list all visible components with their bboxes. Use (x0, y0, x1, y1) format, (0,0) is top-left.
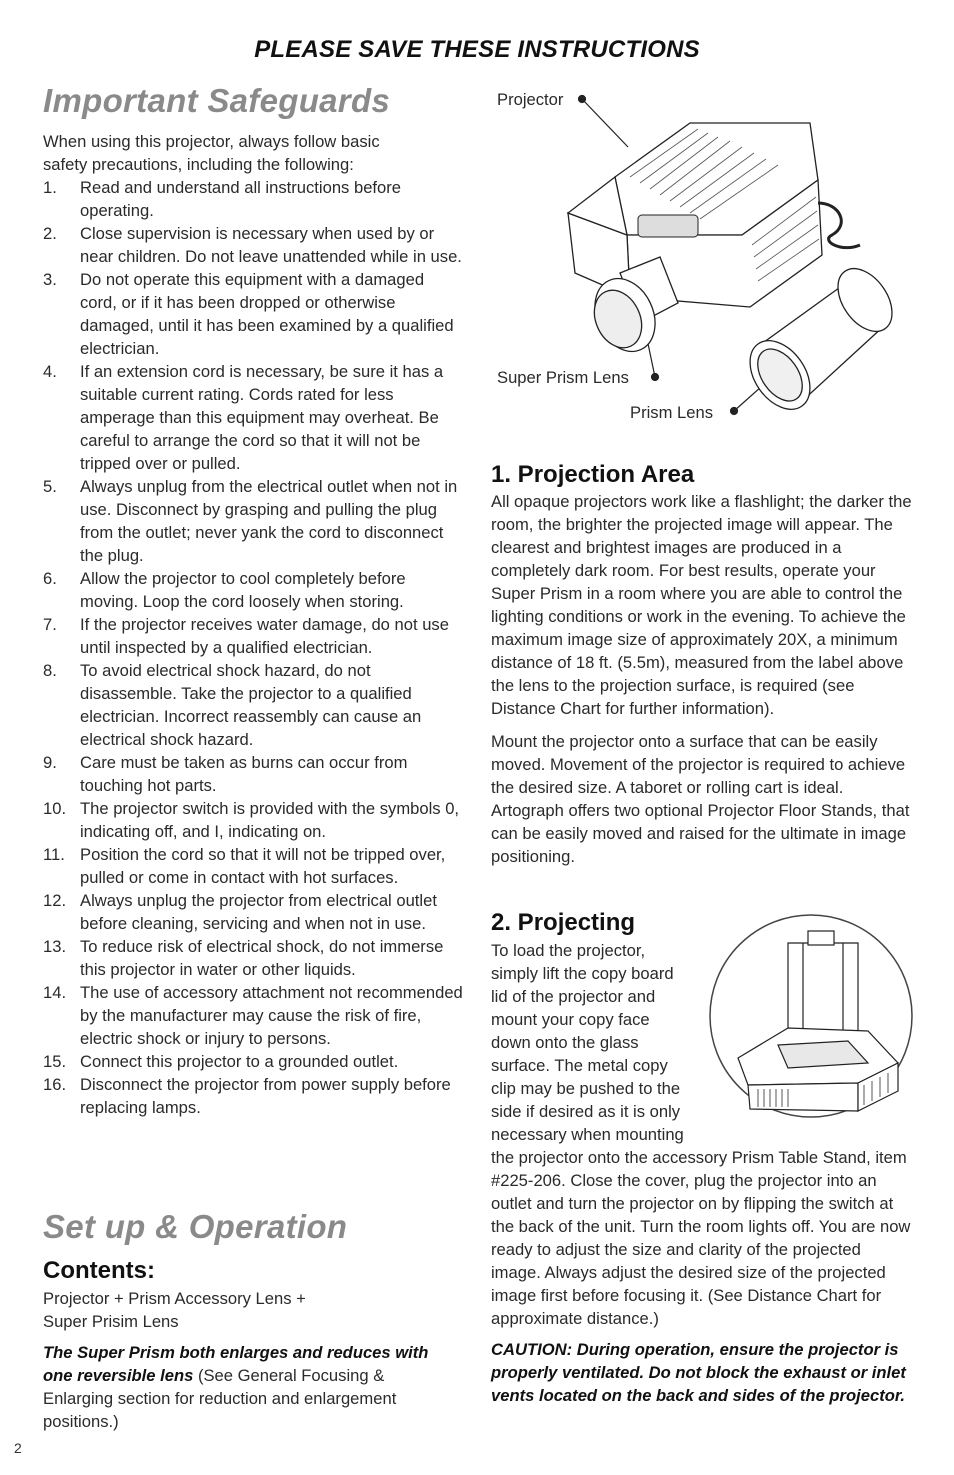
safeguard-number: 1. (43, 178, 57, 197)
safeguard-text: Read and understand all instructions before operating. (80, 178, 402, 220)
safeguard-text: The projector switch is provided with the symbols 0, indicating off, and I, indicating on. (80, 799, 460, 841)
safeguard-number: 3. (43, 270, 57, 289)
label-prism-lens: Prism Lens (630, 403, 713, 422)
safeguard-text: Position the cord so that it will not be tripped over, pulled or come in contact with hot surfaces. (80, 845, 446, 887)
safeguard-text: Disconnect the projector from power supply before replacing lamps. (80, 1075, 451, 1117)
label-projector: Projector (497, 90, 564, 109)
projecting-wrapped-text (491, 939, 701, 1146)
safeguard-text: If an extension cord is necessary, be sure it has a suitable current rating. Cords rated for less amperage than this equipment may overheat. Be careful to arrange the cord so that it will not be tripped over or pulled. (80, 362, 444, 473)
safeguard-text: To avoid electrical shock hazard, do not disassemble. Take the projector to a qualified electrician. Incorrect reassembly can cause an electrical shock hazard. (80, 661, 422, 749)
projecting-line: lid of the projector and (491, 987, 656, 1006)
safeguard-item (43, 567, 465, 613)
safeguard-number: 14. (43, 983, 67, 1002)
projecting-heading: 2. Projecting (491, 909, 636, 936)
safeguard-number: 7. (43, 615, 57, 634)
safeguard-item (43, 360, 465, 475)
open-lid (788, 931, 858, 1033)
safeguard-number: 15. (43, 1052, 67, 1071)
projection-area-para1: All opaque projectors work like a flashlight; the darker the room, the brighter the projected image will appear. The clearest and brightest images are produced in a completely dark room. For best results, operate your Super Prism in a room where you are able to control the lighting conditions or work in the evening. To achieve the maximum image size of approximately 20X, a minimum distance of 18 ft. (5.5m), measured from the label above the lens to the projection surface, is required (see Distance Chart for further information). (491, 492, 912, 718)
projecting-line: mount your copy face (491, 1010, 650, 1029)
safeguards-title: Important Safeguards (43, 82, 391, 119)
safeguard-item (43, 1050, 465, 1073)
safeguard-item (43, 843, 465, 889)
safeguard-item (43, 613, 465, 659)
projecting-line: down onto the glass (491, 1033, 639, 1052)
setup-title: Set up & Operation (43, 1208, 348, 1245)
safeguard-item (43, 268, 465, 360)
safeguard-text: Care must be taken as burns can occur from touching hot parts. (80, 753, 408, 795)
safeguard-number: 8. (43, 661, 57, 680)
safeguard-text: Always unplug the projector from electrical outlet before cleaning, servicing and when not in use. (80, 891, 437, 933)
safeguard-item (43, 751, 465, 797)
safeguard-text: Always unplug from the electrical outlet when not in use. Disconnect by grasping and pulling the plug from the outlet; never yank the cord to disconnect the plug. (80, 477, 458, 565)
contents-text: Projector + Prism Accessory Lens + Super Prisim Lens (43, 1289, 306, 1331)
safeguard-text: Do not operate this equipment with a damaged cord, or if it has been dropped or otherwise damaged, until it has been examined by a qualified electrician. (80, 270, 454, 358)
contents-heading: Contents: (43, 1257, 155, 1284)
projecting-line: To load the projector, (491, 941, 646, 960)
setup-note-bold: The Super Prism both enlarges and reduces with one reversible lens (43, 1343, 429, 1385)
projecting-line: surface. The metal copy (491, 1056, 668, 1075)
safeguard-item (43, 1073, 465, 1119)
caution-text (491, 1338, 913, 1407)
safeguard-number: 16. (43, 1075, 67, 1094)
setup-note-rest: (See General Focusing & Enlarging section for reduction and enlargement positions.) (43, 1366, 397, 1431)
page-number: 2 (14, 1440, 22, 1456)
safeguard-item (43, 475, 465, 567)
projecting-line: simply lift the copy board (491, 964, 674, 983)
safeguards-intro: When using this projector, always follow basic safety precautions, including the following: (43, 132, 380, 174)
safeguard-item (43, 222, 465, 268)
setup-note (43, 1341, 443, 1433)
safeguard-text: Close supervision is necessary when used by or near children. Do not leave unattended while in use. (80, 224, 462, 266)
safeguard-number: 13. (43, 937, 67, 956)
save-instructions-banner: PLEASE SAVE THESE INSTRUCTIONS (254, 36, 700, 63)
projecting-para-rest: the projector onto the accessory Prism Table Stand, item #225-206. Close the cover, plug the projector into an outlet and turn the projector on by flipping the switch at the back of the unit. Turn the room lights off. You are now ready to adjust the size and clarity of the projected image. Always adjust the desired size of the projected image first before focusing it. (See Distance Chart for approximate distance.) (491, 1148, 911, 1328)
copy-board-illustration (708, 913, 914, 1119)
projection-area-para2: Mount the projector onto a surface that can be easily moved. Movement of the projector is required to achieve the desired size. A taboret or rolling cart is ideal. Artograph offers two optional Projector Floor Stands, that can be easily moved and raised for the ultimate in image positioning. (491, 732, 910, 866)
safeguards-list (43, 176, 465, 1119)
caution-bold: CAUTION: During operation, ensure the projector is properly ventilated. Do not block the exhaust or inlet vents located on the back and sides of the projector. (491, 1340, 906, 1405)
projecting-line: side if desired as it is only (491, 1102, 681, 1121)
projection-area-section (491, 490, 913, 868)
safeguard-item (43, 659, 465, 751)
projecting-line: clip may be pushed to the (491, 1079, 681, 1098)
safeguard-item (43, 981, 465, 1050)
safeguard-text: Allow the projector to cool completely before moving. Loop the cord loosely when storing. (80, 569, 406, 611)
safeguards-section (43, 130, 465, 1119)
safeguard-text: The use of accessory attachment not recommended by the manufacturer may cause the risk of fire, electric shock or injury to persons. (80, 983, 463, 1048)
projector-badge (638, 215, 698, 237)
safeguard-item (43, 797, 465, 843)
safeguard-number: 6. (43, 569, 57, 588)
safeguard-number: 5. (43, 477, 57, 496)
safeguard-number: 12. (43, 891, 67, 910)
projecting-line: necessary when mounting (491, 1125, 684, 1144)
safeguard-text: To reduce risk of electrical shock, do not immerse this projector in water or other liquids. (80, 937, 444, 979)
safeguard-item (43, 889, 465, 935)
safeguard-number: 2. (43, 224, 57, 243)
safeguard-text: If the projector receives water damage, do not use until inspected by a qualified electrician. (80, 615, 449, 657)
safeguard-item (43, 176, 465, 222)
safeguard-number: 4. (43, 362, 57, 381)
power-cord (818, 203, 860, 248)
safeguard-item (43, 935, 465, 981)
projection-area-heading: 1. Projection Area (491, 461, 695, 488)
safeguard-number: 9. (43, 753, 57, 772)
safeguard-text: Connect this projector to a grounded outlet. (80, 1052, 399, 1071)
safeguard-number: 11. (43, 845, 65, 864)
label-super-prism-lens: Super Prism Lens (497, 368, 629, 387)
projector-illustration (480, 85, 920, 435)
safeguard-number: 10. (43, 799, 67, 818)
